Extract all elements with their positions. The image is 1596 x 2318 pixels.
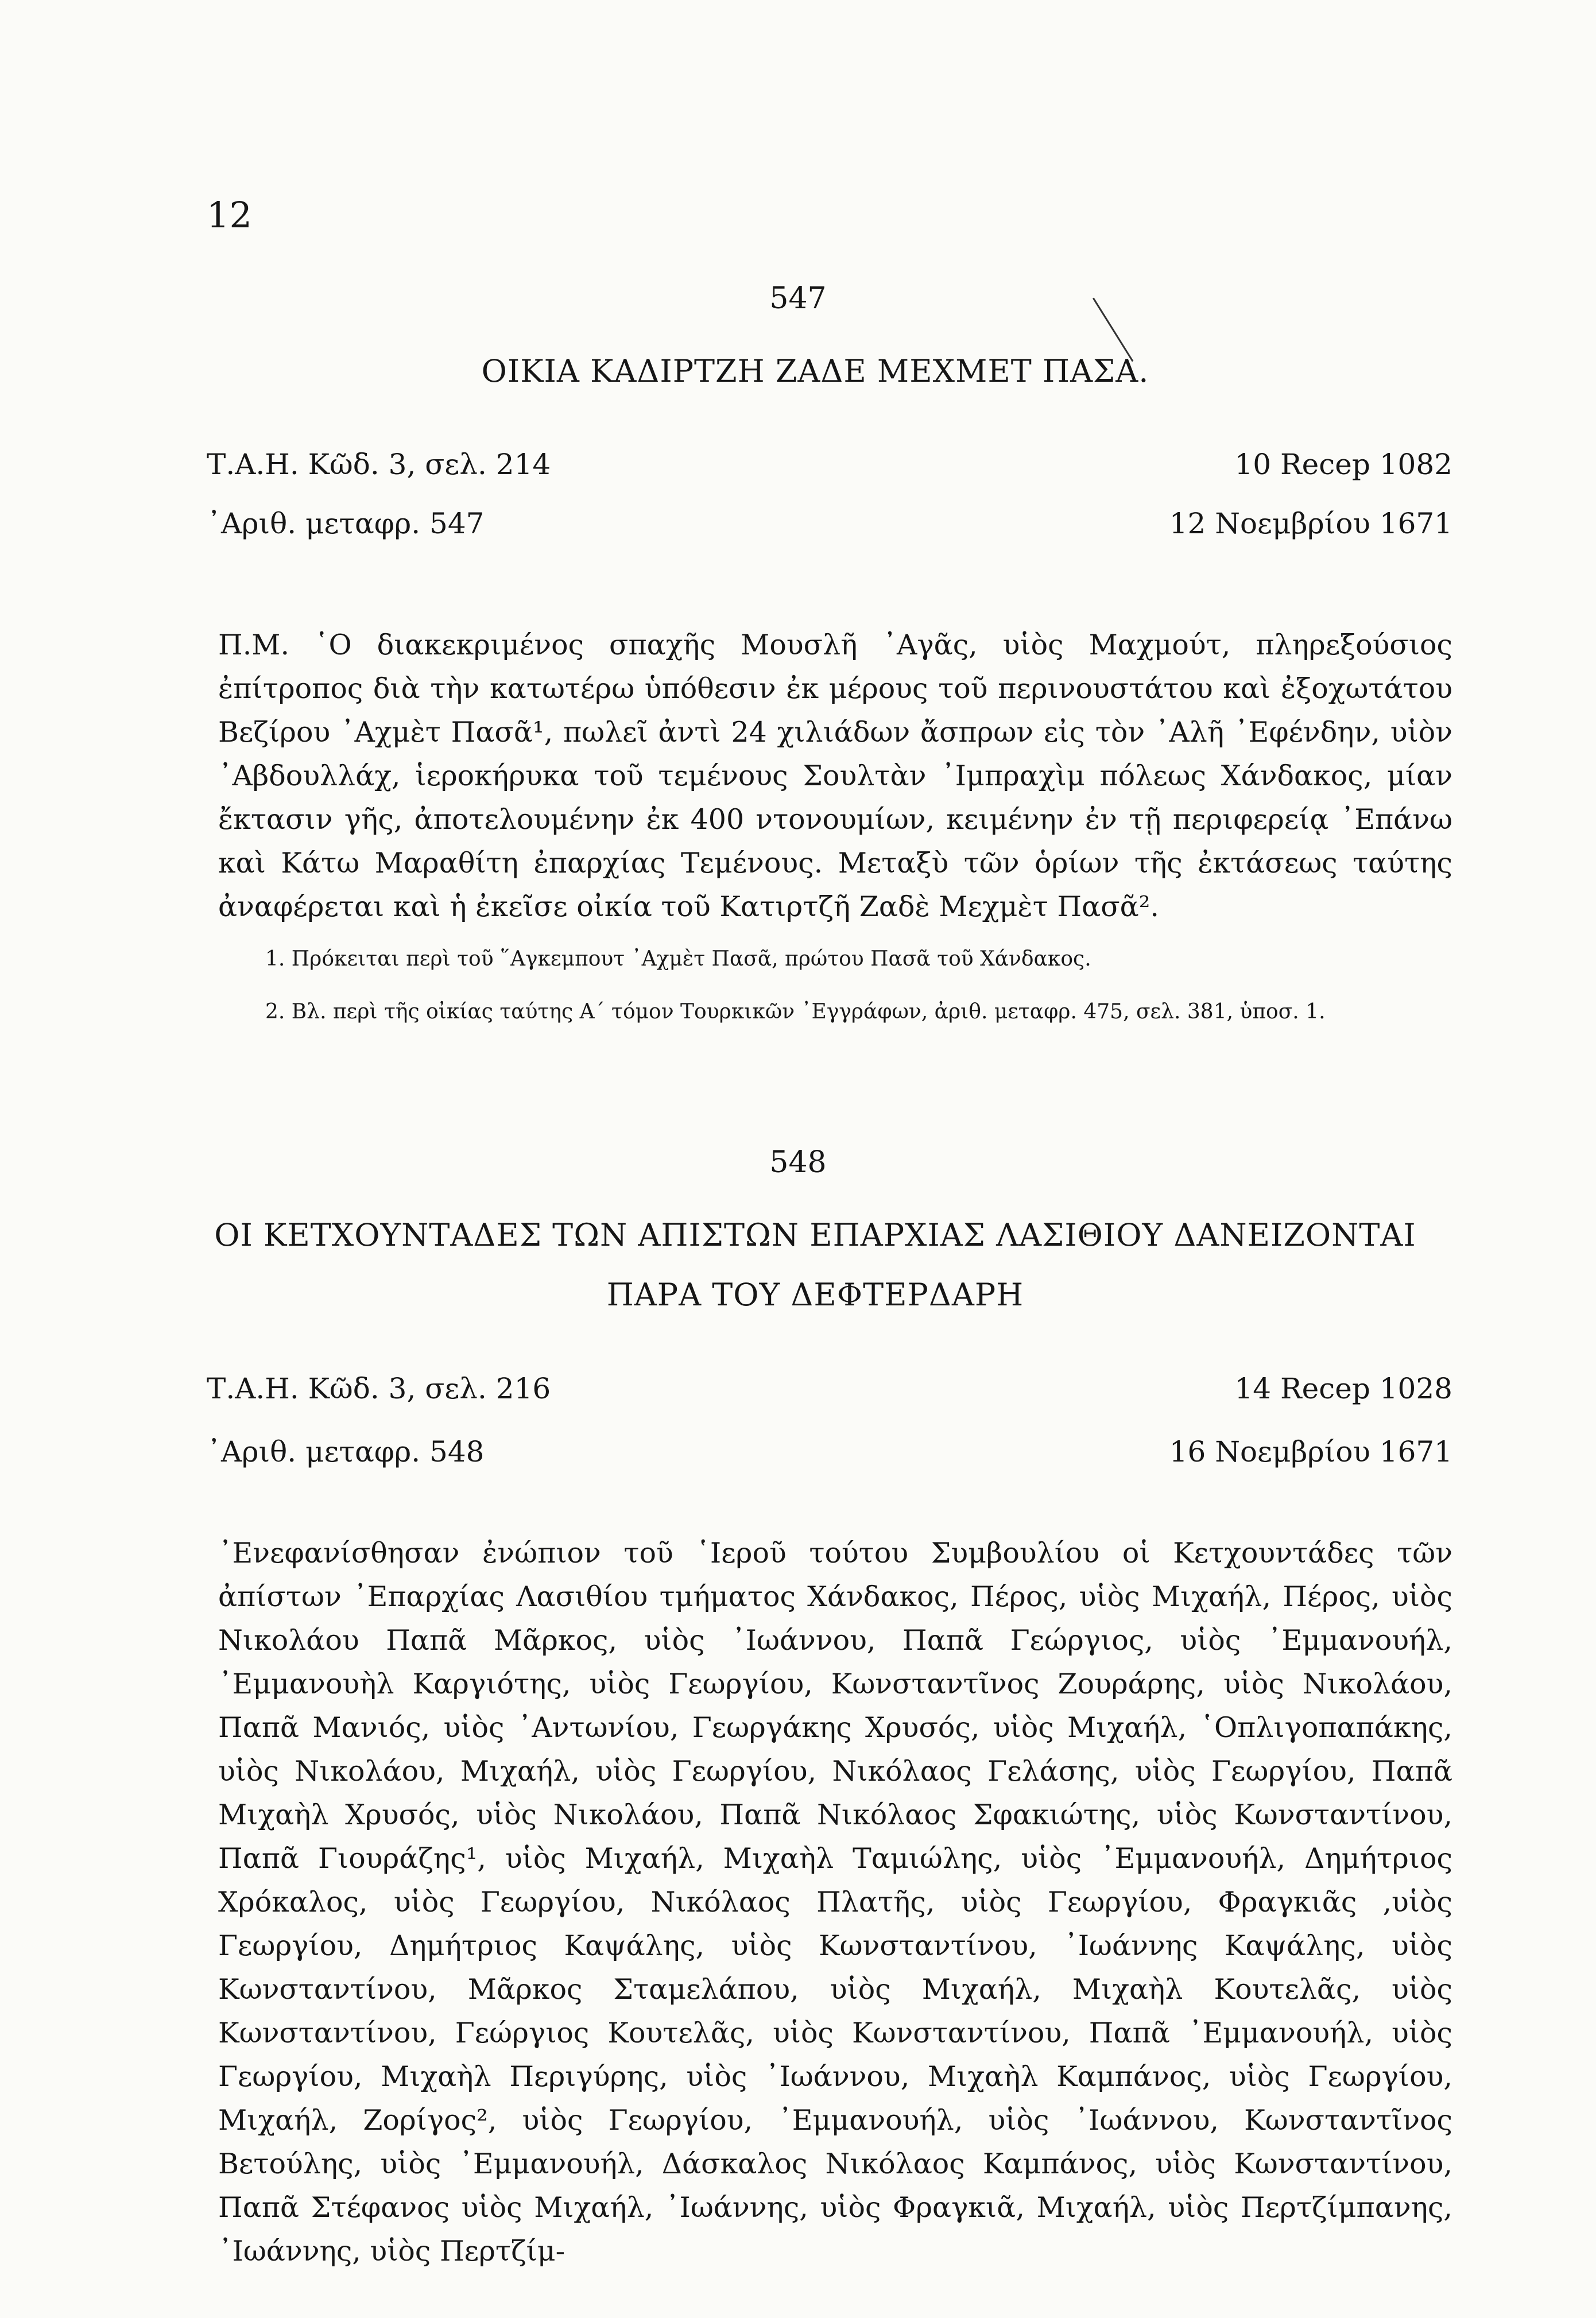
doc-547-footnote-1: 1. Πρόκειται περὶ τοῦ ῞Αγκεμπουτ ᾿Αχμὲτ Πασᾶ, πρώτου Πασᾶ τοῦ Χάνδακος. [265, 947, 1091, 971]
doc-547-source: Τ.Α.Η. Κῶδ. 3, σελ. 214 [207, 448, 551, 481]
doc-547-number: 547 [769, 281, 827, 316]
page-number: 12 [207, 194, 252, 236]
doc-548-date-gregorian: 16 Νοεμβρίου 1671 [1169, 1435, 1452, 1468]
doc-548-title [201, 1205, 1430, 1325]
doc-548-meta-row-2 [207, 1435, 1452, 1468]
doc-547-title: ΟΙΚΙΑ ΚΑΔΙΡΤΖΗ ΖΑΔΕ ΜΕΧΜΕΤ ΠΑΣΑ. [481, 353, 1149, 389]
doc-547-translation-number: ᾿Αριθ. μεταφρ. 547 [207, 507, 485, 540]
doc-547-date-gregorian: 12 Νοεμβρίου 1671 [1169, 507, 1452, 540]
doc-547-footnote-2: 2. Βλ. περὶ τῆς οἰκίας ταύτης Α´ τόμον Τουρκικῶν ᾿Εγγράφων, ἀριθ. μεταφρ. 475, σελ. 381, ὑποσ. 1. [265, 1000, 1326, 1024]
doc-547-date-hijri: 10 Recep 1082 [1234, 448, 1452, 481]
doc-548-meta-row-1 [207, 1372, 1452, 1405]
doc-548-body: ᾿Ενεφανίσθησαν ἐνώπιον τοῦ ῾Ιεροῦ τούτου Συμβουλίου οἱ Κετχουντάδες τῶν ἀπίστων ᾿Επαρχίας Λασιθίου τμήματος Χάνδακος, Πέρος, υἱὸς Μιχαήλ, Πέρος, υἱὸς Νικολάου Παπᾶ Μᾶρκος, υἱὸς ᾿Ιωάννου, Παπᾶ Γεώργιος, υἱὸς ᾿Εμμανουήλ, ᾿Εμμανουὴλ Καργιότης, υἱὸς Γεωργίου, Κωνσταντῖνος Ζουράρης, υἱὸς Νικολάου, Παπᾶ Μανιός, υἱὸς ᾿Αντωνίου, Γεωργάκης Χρυσός, υἱὸς Μιχαήλ, ῾Οπλιγοπαπάκης, υἱὸς Νικολάου, Μιχαήλ, υἱὸς Γεωργίου, Νικόλαος Γελάσης, υἱὸς Γεωργίου, Παπᾶ Μιχαὴλ Χρυσός, υἱὸς Νικολάου, Παπᾶ Νικόλαος Σφακιώτης, υἱὸς Κωνσταντίνου, Παπᾶ Γιουράζης¹, υἱὸς Μιχαήλ, Μιχαὴλ Ταμιώλης, υἱὸς ᾿Εμμανουήλ, Δημήτριος Χρόκαλος, υἱὸς Γεωργίου, Νικόλαος Πλατῆς, υἱὸς Γεωργίου, Φραγκιᾶς ,υἱὸς Γεωργίου, Δημήτριος Καψάλης, υἱὸς Κωνσταντίνου, ᾿Ιωάννης Καψάλης, υἱὸς Κωνσταντίνου, Μᾶρκος Σταμελάπου, υἱὸς Μιχαήλ, Μιχαὴλ Κουτελᾶς, υἱὸς Κωνσταντίνου, Γεώργιος Κουτελᾶς, υἱὸς Κωνσταντίνου, Παπᾶ ᾿Εμμανουήλ, υἱὸς Γεωργίου, Μιχαὴλ Περιγύρης, υἱὸς ᾿Ιωάννου, Μιχαὴλ Καμπάνος, υἱὸς Γεωργίου, Μιχαήλ, Ζορίγος², υἱὸς Γεωργίου, ᾿Εμμανουήλ, υἱὸς ᾿Ιωάννου, Κωνσταντῖνος Βετούλης, υἱὸς ᾿Εμμανουήλ, Δάσκαλος Νικόλαος Καμπάνος, υἱὸς Κωνσταντίνου, Παπᾶ Στέφανος υἱὸς Μιχαήλ, ᾿Ιωάννης, υἱὸς Φραγκιᾶ, Μιχαήλ, υἱὸς Περτζίμπανης, ᾿Ιωάννης, υἱὸς Περτζίμ- [218, 1537, 1452, 2267]
doc-547-meta-row-2 [207, 507, 1452, 540]
doc-548-number: 548 [769, 1145, 827, 1180]
doc-548-source: Τ.Α.Η. Κῶδ. 3, σελ. 216 [207, 1372, 551, 1405]
doc-548-title-line-2: ΠΑΡΑ ΤΟΥ ΔΕΦΤΕΡΔΑΡΗ [606, 1277, 1024, 1313]
doc-548-translation-number: ᾿Αριθ. μεταφρ. 548 [207, 1435, 485, 1468]
doc-548-date-hijri: 14 Recep 1028 [1234, 1372, 1452, 1405]
doc-547-body: Π.Μ. ῾Ο διακεκριμένος σπαχῆς Μουσλῆ ᾿Αγᾶς, υἱὸς Μαχμούτ, πληρεξούσιος ἐπίτροπος διὰ τὴν κατωτέρω ὑπόθεσιν ἐκ μέρους τοῦ περινουστάτου καὶ ἐξοχωτάτου Βεζίρου ᾿Αχμὲτ Πασᾶ¹, πωλεῖ ἀντὶ 24 χιλιάδων ἄσπρων εἰς τὸν ᾿Αλῆ ᾿Εφένδην, υἱὸν ᾿Αβδουλλάχ, ἱεροκήρυκα τοῦ τεμένους Σουλτὰν ᾿Ιμπραχὶμ πόλεως Χάνδακος, μίαν ἔκτασιν γῆς, ἀποτελουμένην ἐκ 400 ντονουμίων, κειμένην ἐν τῇ περιφερείᾳ ᾿Επάνω καὶ Κάτω Μαραθίτη ἐπαρχίας Τεμένους. Μεταξὺ τῶν ὁρίων τῆς ἐκτάσεως ταύτης ἀναφέρεται καὶ ἡ ἐκεῖσε οἰκία τοῦ Κατιρτζῆ Ζαδὲ Μεχμὲτ Πασᾶ². [218, 629, 1452, 923]
doc-547-meta-row-1 [207, 448, 1452, 481]
doc-548-title-line-1: ΟΙ ΚΕΤΧΟΥΝΤΑΔΕΣ ΤΩΝ ΑΠΙΣΤΩΝ ΕΠΑΡΧΙΑΣ ΛΑΣΙΘΙΟΥ ΔΑΝΕΙΖΟΝΤΑΙ [214, 1217, 1416, 1253]
